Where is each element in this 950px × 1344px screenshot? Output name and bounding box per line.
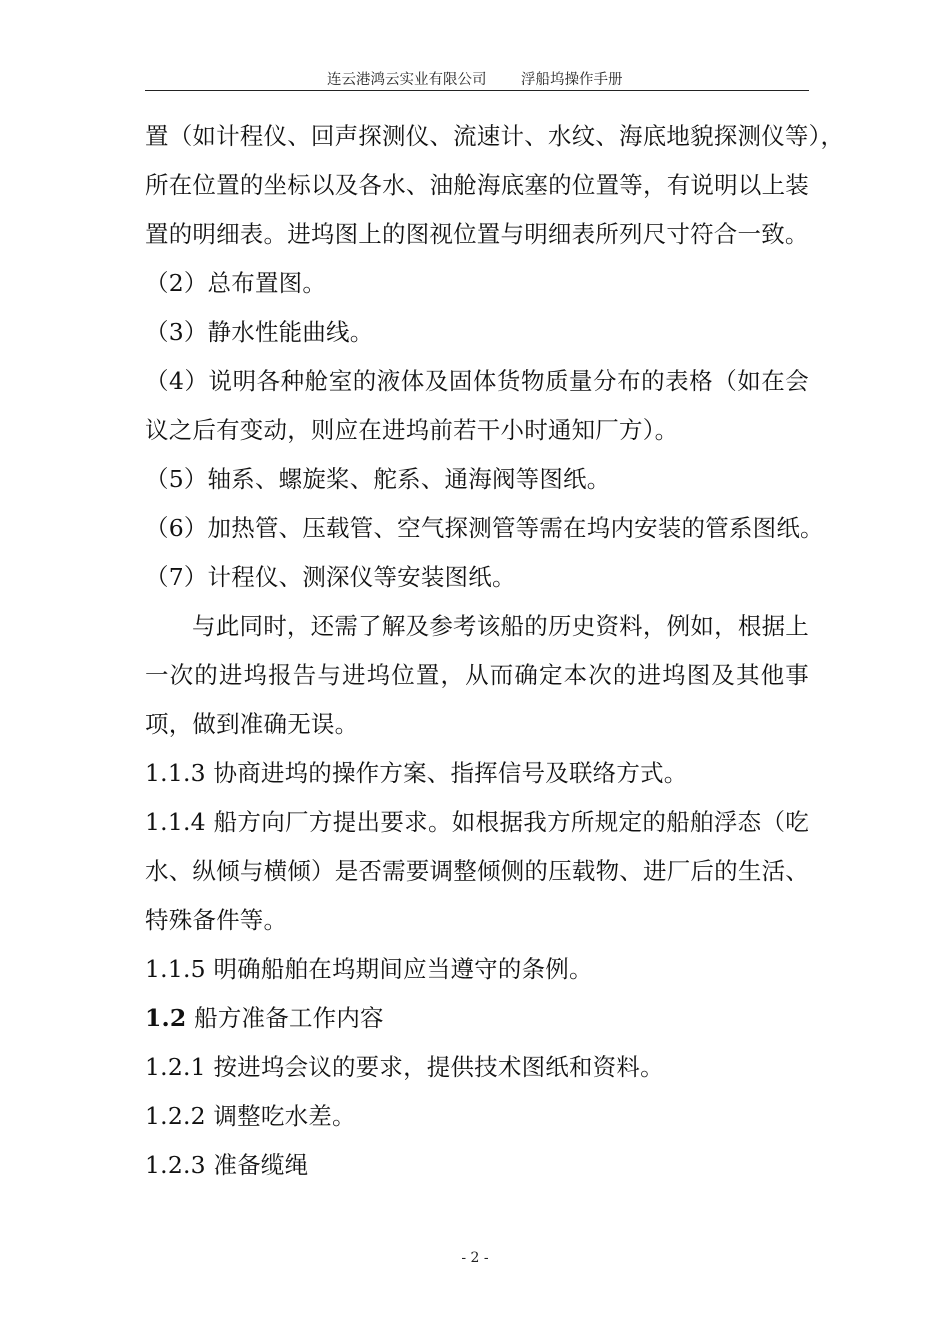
numbered-item: 1.1.5 明确船舶在坞期间应当遵守的条例。 (145, 955, 593, 983)
paragraph-line: 与此同时，还需了解及参考该船的历史资料，例如，根据上 (192, 612, 809, 640)
header-company-name: 连云港鸿云实业有限公司 (327, 72, 487, 88)
paragraph-line: 项，做到准确无误。 (145, 710, 359, 738)
section-title: 船方准备工作内容 (186, 1004, 384, 1032)
numbered-item: 1.2.1 按进坞会议的要求，提供技术图纸和资料。 (145, 1053, 664, 1081)
list-item: （3）静水性能曲线。 (145, 318, 374, 346)
paragraph-line: 置（如计程仪、回声探测仪、流速计、水纹、海底地貌探测仪等）， (145, 122, 845, 150)
paragraph-line: 所在位置的坐标以及各水、油舱海底塞的位置等，有说明以上装 (145, 171, 809, 199)
numbered-item: 1.2.3 准备缆绳 (145, 1151, 309, 1179)
paragraph-line: 一次的进坞报告与进坞位置，从而确定本次的进坞图及其他事 (145, 661, 809, 689)
paragraph-line: 特殊备件等。 (145, 906, 288, 934)
numbered-item: 1.1.4 船方向厂方提出要求。如根据我方所规定的船舶浮态（吃 (145, 808, 809, 836)
section-heading (145, 994, 809, 1043)
section-number: 1.2 (145, 1004, 187, 1032)
page-header (145, 66, 809, 91)
paragraph-line: 议之后有变动，则应在进坞前若干小时通知厂方）。 (145, 416, 679, 444)
list-item: （6）加热管、压载管、空气探测管等需在坞内安装的管系图纸。 (145, 514, 824, 542)
numbered-item: 1.2.2 调整吃水差。 (145, 1102, 356, 1130)
header-manual-title: 浮船坞操作手册 (521, 72, 623, 88)
list-item: （5）轴系、螺旋桨、舵系、通海阀等图纸。 (145, 465, 611, 493)
list-item: （7）计程仪、测深仪等安装图纸。 (145, 563, 516, 591)
numbered-item: 1.1.3 协商进坞的操作方案、指挥信号及联络方式。 (145, 759, 688, 787)
list-item: （2）总布置图。 (145, 269, 327, 297)
list-item: （4）说明各种舱室的液体及固体货物质量分布的表格（如在会 (145, 367, 809, 395)
page-number: - 2 - (461, 1250, 489, 1266)
paragraph-line: 置的明细表。进坞图上的图视位置与明细表所列尺寸符合一致。 (145, 220, 809, 248)
document-body (145, 112, 845, 1190)
paragraph-line: 水、纵倾与横倾）是否需要调整倾侧的压载物、进厂后的生活、 (145, 857, 809, 885)
